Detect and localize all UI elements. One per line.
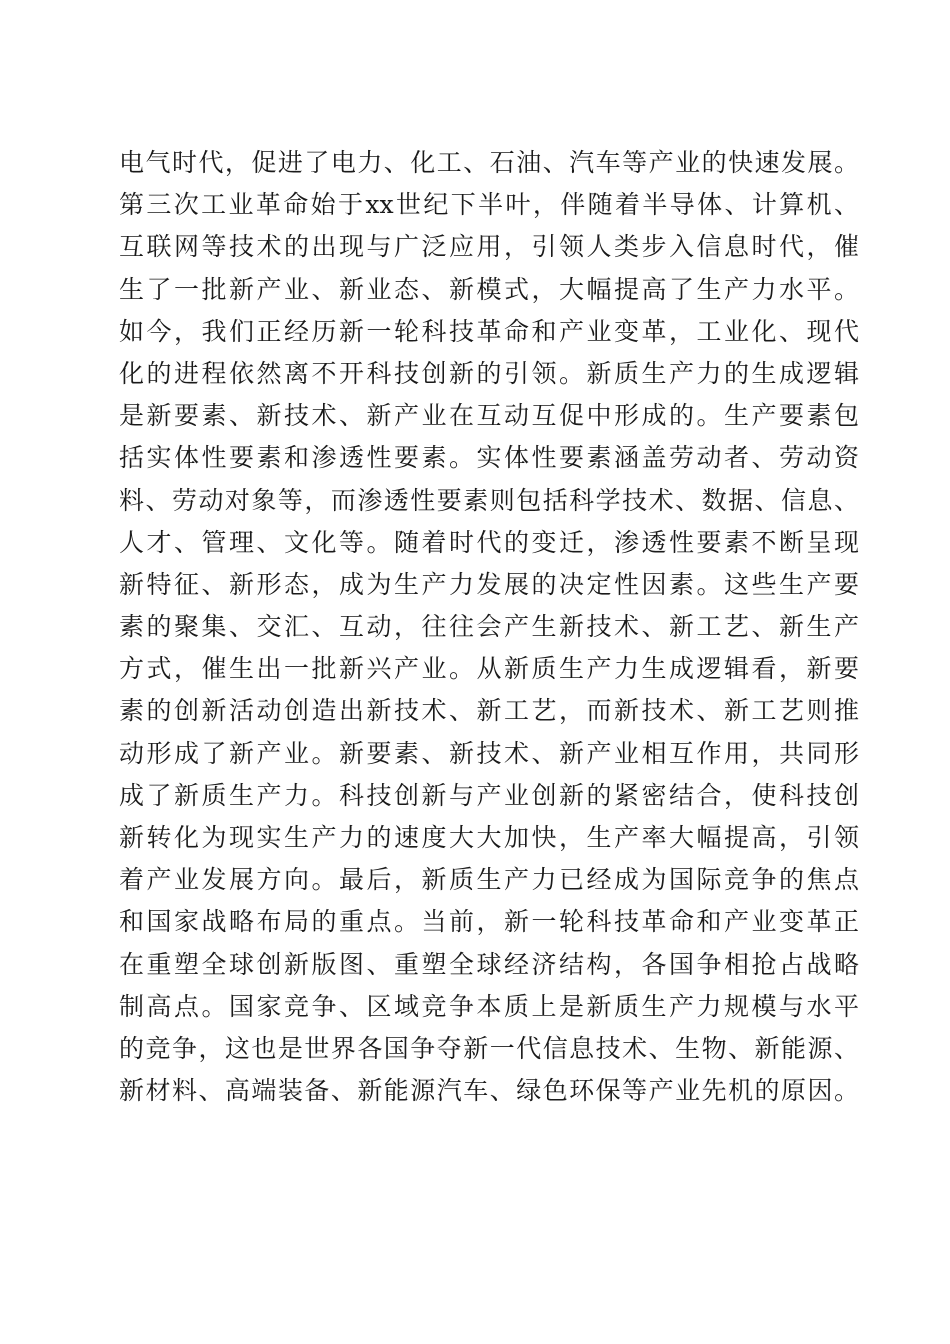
text-line: 方式，催生出一批新兴产业。从新质生产力生成逻辑看，新要 xyxy=(119,654,859,684)
text-line: 新特征、新形态，成为生产力发展的决定性因素。这些生产要 xyxy=(119,569,859,599)
text-line: 互联网等技术的出现与广泛应用，引领人类步入信息时代，催 xyxy=(119,232,859,262)
text-line: 人才、管理、文化等。随着时代的变迁，渗透性要素不断呈现 xyxy=(119,527,859,557)
text-line: 素的聚集、交汇、互动，往往会产生新技术、新工艺、新生产 xyxy=(119,612,859,642)
text-line: 动形成了新产业。新要素、新技术、新产业相互作用，共同形 xyxy=(119,738,859,768)
text-line: 素的创新活动创造出新技术、新工艺，而新技术、新工艺则推 xyxy=(119,696,859,726)
text-line: 新材料、高端装备、新能源汽车、绿色环保等产业先机的原因。 xyxy=(119,1076,859,1106)
text-line: 的竞争，这也是世界各国争夺新一代信息技术、生物、新能源、 xyxy=(119,1033,859,1063)
text-line: 料、劳动对象等，而渗透性要素则包括科学技术、数据、信息、 xyxy=(119,485,859,515)
body-paragraph xyxy=(119,142,859,1112)
text-line: 是新要素、新技术、新产业在互动互促中形成的。生产要素包 xyxy=(119,401,859,431)
text-line: 和国家战略布局的重点。当前，新一轮科技革命和产业变革正 xyxy=(119,907,859,937)
text-line: 如今，我们正经历新一轮科技革命和产业变革，工业化、现代 xyxy=(119,316,859,346)
text-line: 着产业发展方向。最后，新质生产力已经成为国际竞争的焦点 xyxy=(119,865,859,895)
text-line: 新转化为现实生产力的速度大大加快，生产率大幅提高，引领 xyxy=(119,823,859,852)
text-line: 化的进程依然离不开科技创新的引领。新质生产力的生成逻辑 xyxy=(119,358,859,388)
text-line: 成了新质生产力。科技创新与产业创新的紧密结合，使科技创 xyxy=(119,780,859,810)
text-line: 在重塑全球创新版图、重塑全球经济结构，各国争相抢占战略 xyxy=(119,949,859,979)
text-line: 电气时代，促进了电力、化工、石油、汽车等产业的快速发展。 xyxy=(119,148,859,177)
text-line: 制高点。国家竞争、区域竞争本质上是新质生产力规模与水平 xyxy=(119,991,859,1021)
text-line: 生了一批新产业、新业态、新模式，大幅提高了生产力水平。 xyxy=(119,274,859,304)
text-line: 括实体性要素和渗透性要素。实体性要素涵盖劳动者、劳动资 xyxy=(119,443,859,473)
text-line: 第三次工业革命始于xx世纪下半叶，伴随着半导体、计算机、 xyxy=(119,190,859,220)
